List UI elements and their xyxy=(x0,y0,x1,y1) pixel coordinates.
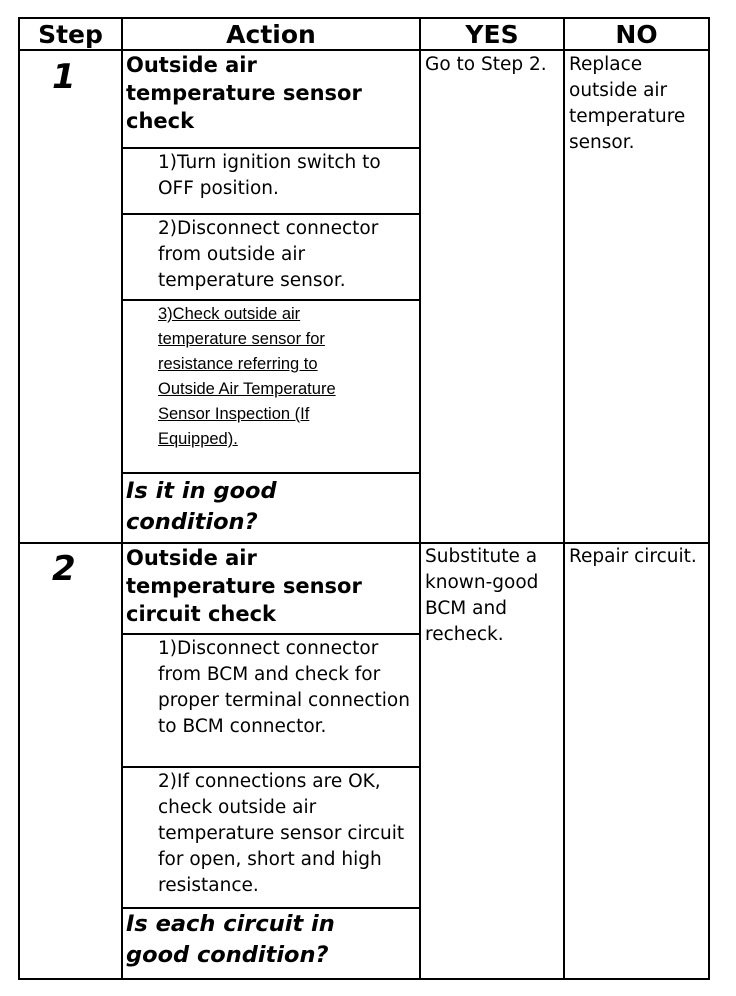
action-divider xyxy=(121,766,421,768)
no-result: Repair circuit. xyxy=(569,546,697,567)
action-divider xyxy=(121,213,421,215)
column-divider xyxy=(121,19,123,978)
header-step: Step xyxy=(38,20,103,49)
reference-line: 3)Check outside air xyxy=(158,305,301,323)
yes-result: Substitute a known-good BCM and recheck. xyxy=(425,546,539,645)
reference-line: Outside Air Temperature xyxy=(158,380,336,398)
reference-line: Equipped). xyxy=(158,430,238,448)
action-divider xyxy=(121,147,421,149)
reference-line: Sensor Inspection (If xyxy=(158,405,310,423)
diagnostic-table xyxy=(18,17,710,980)
action-substep: 2)Disconnect connector from outside air temperature sensor. xyxy=(158,218,379,291)
reference-line: temperature sensor for xyxy=(158,330,325,348)
header-action: Action xyxy=(226,20,316,49)
column-divider xyxy=(419,19,421,978)
reference-line: resistance referring to xyxy=(158,355,318,373)
action-substep: 2)If connections are OK, check outside air temperature sensor circuit for open, short and high resistance. xyxy=(158,771,405,896)
action-divider xyxy=(121,299,421,301)
action-substep-reference xyxy=(158,302,413,452)
header-no: NO xyxy=(615,20,658,49)
step-question: Is each circuit in good condition? xyxy=(126,911,335,968)
step-title: Outside air temperature sensor check xyxy=(126,53,362,133)
action-substep: 1)Turn ignition switch to OFF position. xyxy=(158,152,381,199)
step-question: Is it in good condition? xyxy=(126,478,277,535)
header-yes: YES xyxy=(465,20,519,49)
yes-result: Go to Step 2. xyxy=(425,54,547,75)
action-divider xyxy=(121,472,421,474)
column-divider xyxy=(563,19,565,978)
step-number: 1 xyxy=(52,57,76,97)
action-substep: 1)Disconnect connector from BCM and check for proper terminal connection to BCM connector. xyxy=(158,638,410,737)
action-divider xyxy=(121,633,421,635)
step-title: Outside air temperature sensor circuit check xyxy=(126,546,362,626)
no-result: Replace outside air temperature sensor. xyxy=(569,54,686,153)
step-number: 2 xyxy=(52,549,76,589)
